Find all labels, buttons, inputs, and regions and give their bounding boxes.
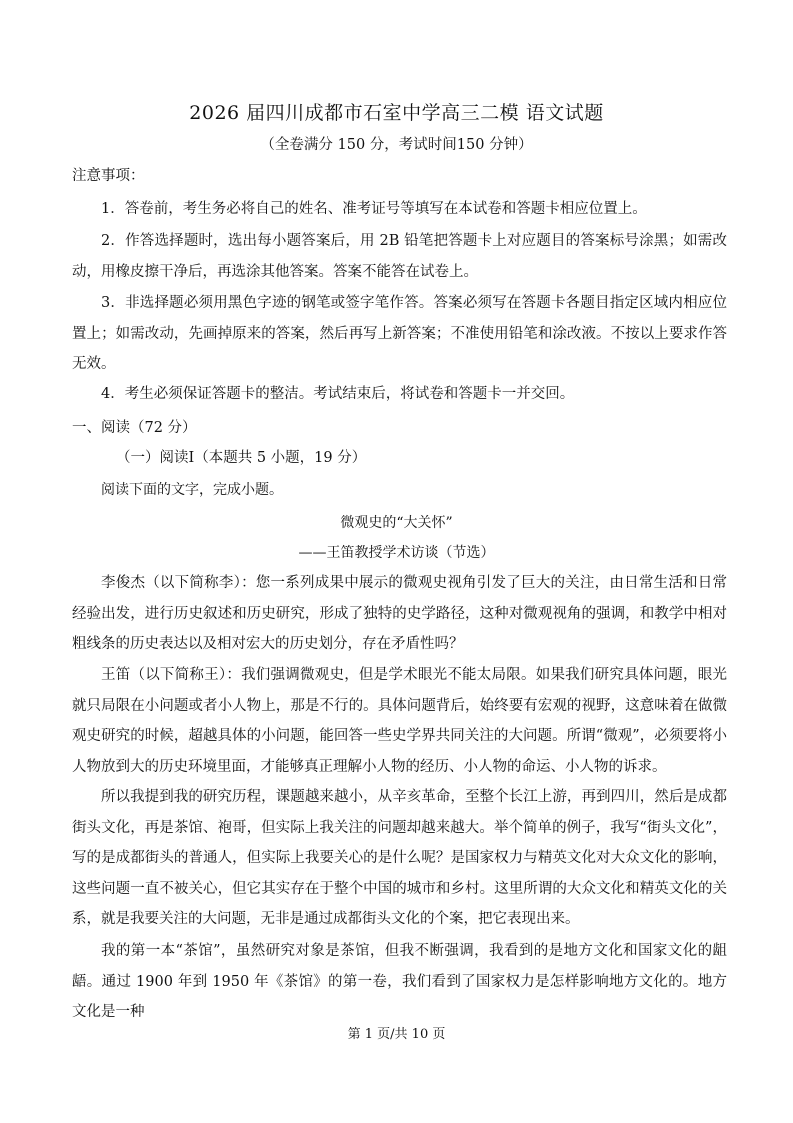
exam-subtitle: （全卷满分 150 分，考试时间150 分钟） (260, 137, 533, 153)
section-heading: 一、阅读（72 分） (72, 420, 197, 436)
notice-item-1: 1．答卷前，考生务必将自己的姓名、准考证号等填写在本试卷和答题卡相应位置上。 (101, 201, 647, 217)
notice-item-4: 4．考生必须保证答题卡的整洁。考试结束后，将试卷和答题卡一并交回。 (101, 386, 575, 402)
article-title: 微观史的“大关怀” (340, 515, 453, 531)
section-instruction: 阅读下面的文字，完成小题。 (101, 482, 283, 498)
article-paragraph: 我的第一本“茶馆”，虽然研究对象是茶馆，但我不断强调，我看到的是地方文化和国家文化的龃龉。通过 1900 年到 1950 年《茶馆》的第一卷，我们看到了国家权力是怎样影响地方文化的。地方文化是一种 (72, 943, 727, 1020)
page-number: 第 1 页/共 10 页 (347, 1027, 446, 1042)
notice-item-3: 3．非选择题必须用黑色字迹的钢笔或签字笔作答。答案必须写在答题卡各题目指定区域内相应位置上；如需改动，先画掉原来的答案，然后再写上新答案；不准使用铅笔和涂改液。不按以上要求作答无效。 (72, 295, 727, 372)
article-paragraph: 王笛（以下简称王）：我们强调微观史，但是学术眼光不能太局限。如果我们研究具体问题，眼光就只局限在小问题或者小人物上，那是不行的。具体问题背后，始终要有宏观的视野，这意味着在做微观史研究的时候，超越具体的小问题，能回答一些史学界共同关注的大问题。所谓“微观”，必须要将小人物放到大的历史环境里面，才能够真正理解小人物的经历、小人物的命运、小人物的诉求。 (72, 667, 727, 775)
article-paragraph: 所以我提到我的研究历程，课题越来越小，从辛亥革命，至整个长江上游，再到四川，然后是成都街头文化，再是茶馆、袍哥，但实际上我关注的问题却越来越大。举个简单的例子，我写“街头文化”，写的是成都街头的普通人，但实际上我要关心的是什么呢？是国家权力与精英文化对大众文化的影响，这些问题一直不被关心，但它其实存在于整个中国的城市和乡村。这里所谓的大众文化和精英文化的关系，就是我要关注的大问题，无非是通过成都街头文化的个案，把它表现出来。 (72, 789, 727, 927)
article-byline: ——王笛教授学术访谈（节选） (298, 545, 495, 561)
notice-item-2: 2．作答选择题时，选出每小题答案后，用 2B 铅笔把答题卡上对应题目的答案标号涂黑；如需改动，用橡皮擦干净后，再选涂其他答案。答案不能答在试卷上。 (72, 233, 727, 280)
exam-title: 2026 届四川成都市石室中学高三二模 语文试题 (189, 102, 604, 124)
section-subheading: （一）阅读Ⅰ（本题共 5 小题，19 分） (116, 450, 367, 466)
notice-heading: 注意事项： (72, 168, 145, 184)
article-paragraph: 李俊杰（以下简称李）：您一系列成果中展示的微观史视角引发了巨大的关注，由日常生活和日常经验出发，进行历史叙述和历史研究，形成了独特的史学路径，这种对微观视角的强调，和教学中相对粗线条的历史表达以及相对宏大的历史划分，存在矛盾性吗？ (72, 575, 727, 652)
